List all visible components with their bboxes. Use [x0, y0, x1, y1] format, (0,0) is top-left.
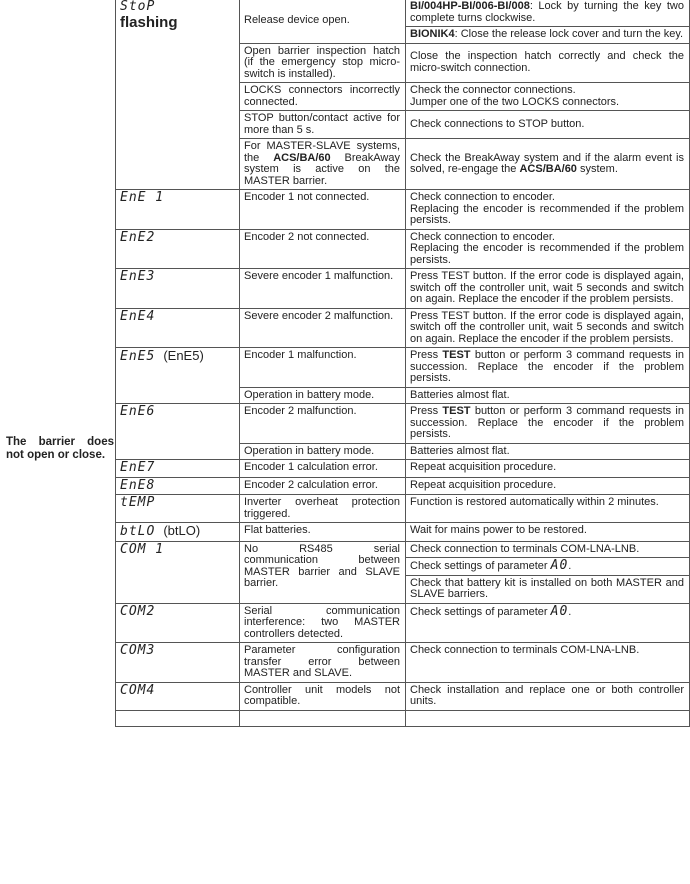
error-code-display: StoP — [120, 0, 156, 14]
error-code-display: EnE8 — [120, 477, 156, 493]
table-row — [116, 495, 690, 523]
solution-cell: BIONIK4: Close the release lock cover and turn the key. — [406, 27, 690, 44]
solution-cell: Check connection to encoder. Replacing the encoder is recommended if the problem persists. — [406, 229, 690, 269]
error-code-display: EnE 1 — [120, 190, 165, 205]
cause-cell: Open barrier inspection hatch (if the emergency stop micro-switch is installed). — [240, 43, 406, 83]
table-row — [116, 710, 690, 727]
solution-cell: Close the inspection hatch correctly and check the micro-switch connection. — [406, 43, 690, 83]
error-code-display: EnE5 — [120, 349, 156, 364]
error-code-display: COM3 — [120, 643, 156, 658]
solution-cell: Check settings of parameter A0. — [406, 603, 690, 643]
cause-cell: Inverter overheat protection triggered. — [240, 495, 406, 523]
cause-cell: Encoder 1 calculation error. — [240, 460, 406, 478]
table-row — [116, 523, 690, 542]
solution-cell: Function is restored automatically within 2 minutes. — [406, 495, 690, 523]
code-cell — [116, 404, 240, 460]
table-row — [116, 308, 690, 348]
table-row — [116, 682, 690, 710]
cause-cell: LOCKS connectors incorrectly connected. — [240, 83, 406, 111]
error-code-table — [115, 0, 690, 727]
table-row — [116, 477, 690, 495]
code-cell — [116, 190, 240, 230]
table-row — [116, 460, 690, 478]
code-cell — [116, 495, 240, 523]
table-row — [116, 603, 690, 643]
table-row — [116, 0, 690, 27]
table-row — [116, 541, 690, 558]
code-cell — [116, 541, 240, 603]
table-row — [116, 404, 690, 444]
error-code-display: COM 1 — [120, 541, 165, 557]
cause-cell: Encoder 1 malfunction. — [240, 348, 406, 388]
solution-cell: Press TEST button or perform 3 command requests in succession. Replace the encoder if the problem persists. — [406, 404, 690, 444]
code-cell — [116, 603, 240, 643]
cause-cell: Operation in battery mode. — [240, 443, 406, 460]
cause-cell: Serial communication interference: two MASTER controllers detected. — [240, 603, 406, 643]
solution-cell: Check that battery kit is installed on both MASTER and SLAVE barriers. — [406, 575, 690, 603]
solution-cell: Check connection to encoder. Replacing the encoder is recommended if the problem persists. — [406, 190, 690, 230]
solution-cell: Batteries almost flat. — [406, 387, 690, 404]
solution-cell — [406, 710, 690, 727]
table-row — [116, 190, 690, 230]
cause-cell: Parameter configuration transfer error between MASTER and SLAVE. — [240, 643, 406, 683]
solution-cell: Check installation and replace one or both controller units. — [406, 682, 690, 710]
error-code-display: COM2 — [120, 603, 156, 619]
code-cell — [116, 460, 240, 478]
solution-cell: Wait for mains power to be restored. — [406, 523, 690, 542]
cause-cell: Encoder 2 malfunction. — [240, 404, 406, 444]
cause-cell: For MASTER-SLAVE systems, the ACS/BA/60 BreakAway system is active on the MASTER barrier. — [240, 139, 406, 190]
code-cell — [116, 269, 240, 309]
cause-cell: Controller unit models not compatible. — [240, 682, 406, 710]
solution-cell: Repeat acquisition procedure. — [406, 477, 690, 495]
cause-cell: Encoder 2 calculation error. — [240, 477, 406, 495]
error-code-display: EnE2 — [120, 229, 156, 245]
code-cell: EnE5 (EnE5) — [116, 348, 240, 404]
symptom-label: The barrier does not open or close. — [6, 436, 114, 461]
solution-cell: Check connection to terminals COM-LNA-LNB. — [406, 541, 690, 558]
cause-cell — [240, 710, 406, 727]
solution-cell: Repeat acquisition procedure. — [406, 460, 690, 478]
table-row — [116, 229, 690, 269]
cause-cell: No RS485 serial communication between MASTER barrier and SLAVE barrier. — [240, 541, 406, 603]
solution-cell: Batteries almost flat. — [406, 443, 690, 460]
code-cell-stop — [116, 0, 240, 190]
solution-cell: Check connection to terminals COM-LNA-LNB. — [406, 643, 690, 683]
cause-cell: Operation in battery mode. — [240, 387, 406, 404]
code-cell: btLO (btLO) — [116, 523, 240, 542]
table-row — [116, 348, 690, 388]
cause-cell: Severe encoder 1 malfunction. — [240, 269, 406, 309]
solution-cell: Check the connector connections. Jumper one of the two LOCKS connectors. — [406, 83, 690, 111]
error-code-display: EnE6 — [120, 404, 156, 419]
code-cell — [116, 477, 240, 495]
table-row — [116, 269, 690, 309]
solution-cell: Press TEST button. If the error code is displayed again, switch off the controller unit, wait 5 seconds and switch on again. Replace the encoder if the problem persists. — [406, 308, 690, 348]
solution-cell: Check connections to STOP button. — [406, 111, 690, 139]
code-cell — [116, 643, 240, 683]
error-code-display: tEMP — [120, 495, 156, 510]
solution-cell: Check the BreakAway system and if the alarm event is solved, re-engage the ACS/BA/60 system. — [406, 139, 690, 190]
cause-cell: Release device open. — [240, 0, 406, 43]
cause-cell: Severe encoder 2 malfunction. — [240, 308, 406, 348]
flashing-label: flashing — [120, 13, 178, 31]
table-row — [116, 643, 690, 683]
code-cell — [116, 710, 240, 727]
code-cell — [116, 308, 240, 348]
error-code-display: EnE3 — [120, 269, 156, 284]
error-code-display: btLO — [120, 524, 156, 539]
error-code-display: COM4 — [120, 682, 156, 698]
code-cell — [116, 229, 240, 269]
solution-cell: Press TEST button or perform 3 command requests in succession. Replace the encoder if the problem persists. — [406, 348, 690, 388]
cause-cell: Encoder 2 not connected. — [240, 229, 406, 269]
solution-cell: BI/004HP-BI/006-BI/008: Lock by turning the key two complete turns clockwise. — [406, 0, 690, 27]
cause-cell: Flat batteries. — [240, 523, 406, 542]
code-cell — [116, 682, 240, 710]
solution-cell: Press TEST button. If the error code is displayed again, switch off the controller unit, wait 5 seconds and switch on again. Replace the encoder if the problem persists. — [406, 269, 690, 309]
cause-cell: Encoder 1 not connected. — [240, 190, 406, 230]
solution-cell: Check settings of parameter A0. — [406, 558, 690, 576]
cause-cell: STOP button/contact active for more than 5 s. — [240, 111, 406, 139]
error-code-display: EnE7 — [120, 460, 156, 475]
error-code-display: EnE4 — [120, 308, 156, 324]
